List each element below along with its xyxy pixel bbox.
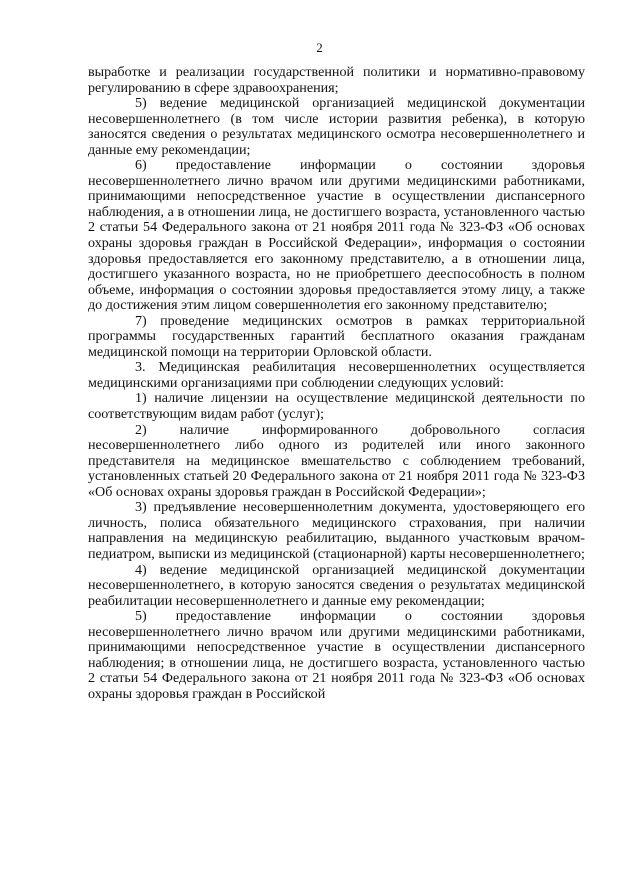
page-number: 2 [316, 40, 323, 55]
document-body [88, 65, 585, 702]
paragraph-item-6-health-information: 6) предоставление информации о состоянии здоровья несовершеннолетнего лично врачом или другими медицинскими работниками, принимающими непосредственное участие в осуществлении диспансерного наблюдения, а в отношении лица, не достигшего возраста, установленного частью 2 статьи 54 Федерального закона от 21 ноября 2011 года № 323-ФЗ «Об основах охраны здоровья граждан в Российской Федерации», информация о состоянии здоровья предоставляется его законному представителю, а в отношении лица, достигшего указанного возраста, но не приобретшего дееспособность в полном объеме, информация о состоянии здоровья предоставляется этому лицу, а также до достижения этим лицом совершеннолетия его законному представителю; [88, 157, 585, 314]
paragraph-section-3-rehabilitation: 3. Медицинская реабилитация несовершеннолетних осуществляется медицинскими организациями при соблюдении следующих условий: [88, 359, 585, 391]
paragraph-continuation: выработке и реализации государственной политики и нормативно-правовому регулированию в сфере здравоохранения; [88, 64, 585, 96]
paragraph-item-5-health-information: 5) предоставление информации о состоянии здоровья несовершеннолетнего лично врачом или другими медицинскими работниками, принимающими непосредственное участие в осуществлении диспансерного наблюдения; в отношении лица, не достигшего возраста, установленного частью 2 статьи 54 Федерального закона от 21 ноября 2011 года № 323-ФЗ «Об основах охраны здоровья граждан в Российской [88, 608, 585, 702]
paragraph-item-7-medical-examinations: 7) проведение медицинских осмотров в рамках территориальной программы государственных гарантий бесплатного оказания гражданам медицинской помощи на территории Орловской области. [88, 312, 585, 360]
paragraph-item-1-license: 1) наличие лицензии на осуществление медицинской деятельности по соответствующим видам работ (услуг); [88, 390, 585, 423]
paragraph-item-3-identity-document: 3) предъявление несовершеннолетним документа, удостоверяющего его личность, полиса обязательного медицинского страхования, при наличии направления на медицинскую реабилитацию, выданного участковым врачом-педиатром, выписки из медицинской (стационарной) карты несовершеннолетнего; [88, 499, 585, 562]
paragraph-item-5-medical-documentation: 5) ведение медицинской организацией медицинской документации несовершеннолетнего (в том числе истории развития ребенка), в которую заносятся сведения о результатах медицинского осмотра несовершеннолетнего и данные ему рекомендации; [88, 95, 585, 158]
paragraph-item-2-informed-consent: 2) наличие информированного добровольного согласия несовершеннолетнего либо одного из родителей или иного законного представителя на медицинское вмешательство с соблюдением требований, установленных статьей 20 Федерального закона от 21 ноября 2011 года № 323-ФЗ «Об основах охраны здоровья граждан в Российской Федерации»; [88, 421, 585, 500]
paragraph-item-4-rehabilitation-documentation: 4) ведение медицинской организацией медицинской документации несовершеннолетнего, в которую заносятся сведения о результатах медицинской реабилитации несовершеннолетнего и данные ему рекомендации; [88, 561, 585, 609]
